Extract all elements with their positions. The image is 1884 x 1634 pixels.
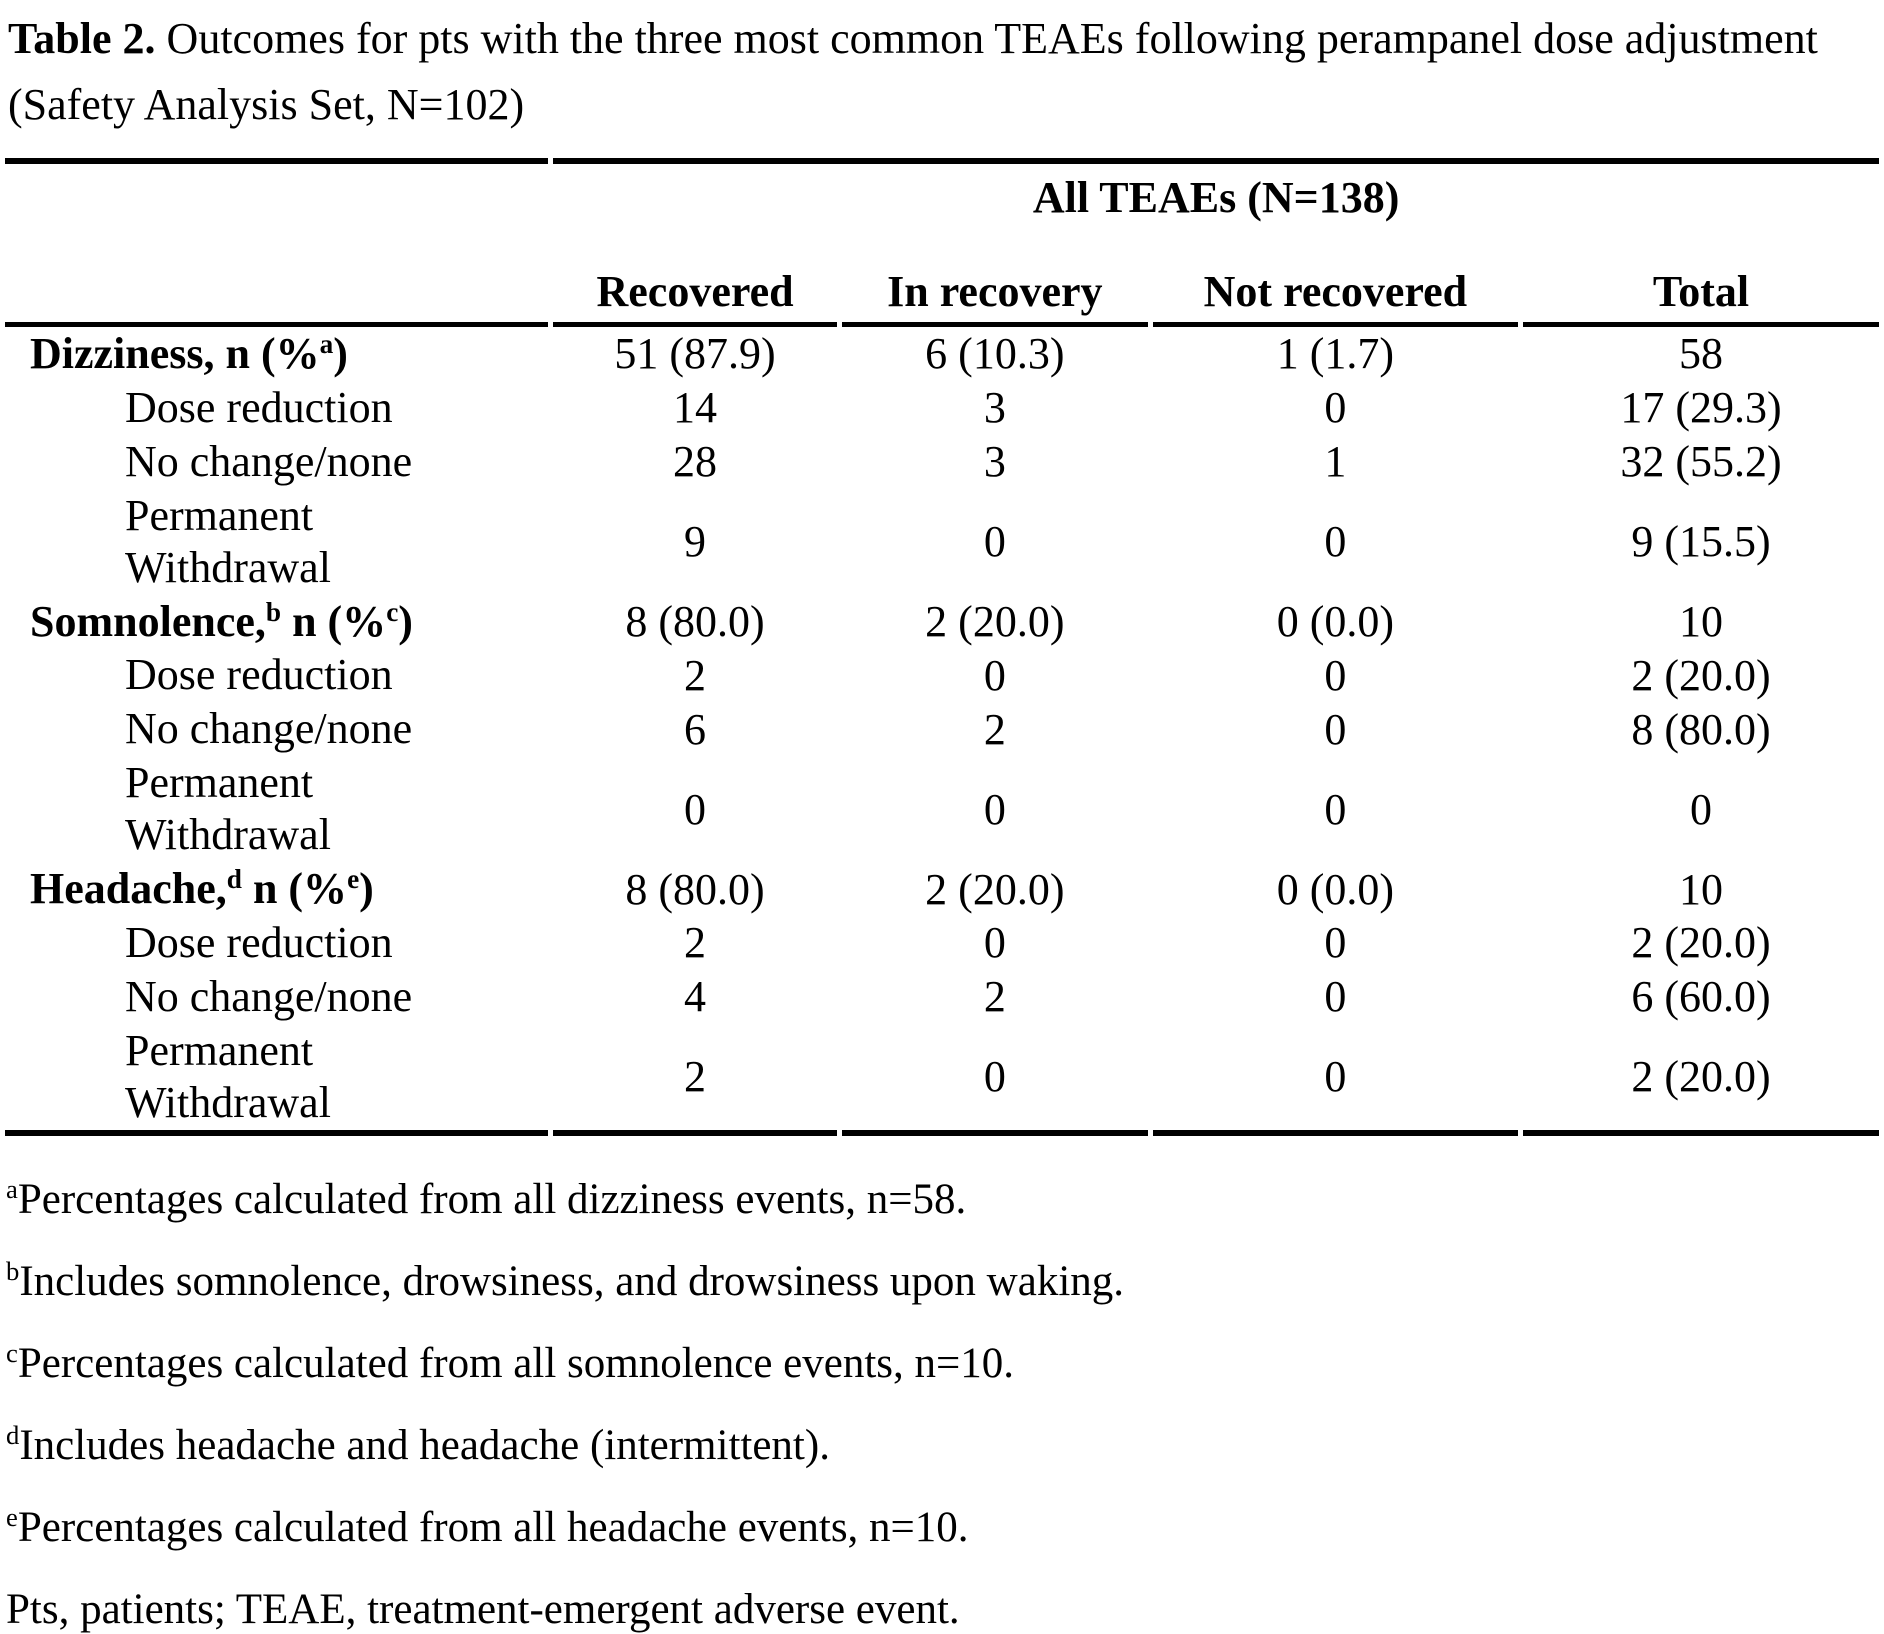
cell-value: 0: [1153, 1024, 1518, 1136]
span-header: All TEAEs (N=138): [553, 158, 1879, 265]
cell-value: 14: [673, 383, 718, 433]
cell-value: 2: [684, 650, 707, 700]
footnote-marker: d: [6, 1419, 20, 1450]
cell-value: 2: [553, 1024, 837, 1136]
table-row: [5, 381, 1879, 435]
row-label: Permanent Withdrawal: [125, 490, 331, 592]
table-row: [5, 327, 1879, 381]
cell-value: 0: [842, 1024, 1148, 1136]
table-row: [5, 595, 1879, 649]
cell-value: 0: [1324, 517, 1347, 567]
row-label: Headache,$^d$ n (%$^e$): [30, 864, 374, 914]
cell-value: 2 (20.0): [925, 864, 1065, 914]
table-row: [5, 648, 1879, 702]
column-header-total: Total: [1523, 265, 1879, 327]
row-label: Dose reduction: [125, 382, 393, 432]
table-row: [5, 970, 1879, 1024]
cell-value: 8 (80.0): [625, 864, 765, 914]
cell-value: 0: [983, 650, 1006, 700]
cell-value: 0: [983, 918, 1006, 968]
cell-value: 0: [1324, 704, 1347, 754]
cell-value: 1 (1.7): [1276, 329, 1395, 379]
table-caption: [8, 6, 1874, 138]
cell-value: 28: [673, 437, 718, 487]
cell-value: 10: [1679, 864, 1723, 914]
footnote-marker: b: [6, 1255, 20, 1286]
footnote: $^d$Includes headache and headache (intermittent).: [6, 1419, 830, 1469]
cell-value: 51 (87.9): [614, 329, 776, 379]
cell-value: 9 (15.5): [1631, 517, 1771, 567]
span-header-stub: [5, 158, 548, 265]
table-body: [5, 327, 1879, 1136]
cell-value: 0: [1324, 972, 1347, 1022]
table-row: [5, 702, 1879, 756]
cell-value: 2: [684, 918, 707, 968]
cell-value: 2 (20.0): [925, 596, 1065, 646]
document-page: [0, 6, 1884, 1634]
span-header-row: [5, 158, 1879, 265]
row-label: Permanent Withdrawal: [125, 758, 331, 860]
cell-value: 0 (0.0): [1276, 596, 1395, 646]
cell-value: 6 (10.3): [925, 329, 1065, 379]
cell-value: 1: [1324, 437, 1347, 487]
cell-value: 2 (20.0): [1523, 1024, 1879, 1136]
cell-value: 0: [1324, 918, 1347, 968]
table-row: [5, 435, 1879, 489]
row-label: Dizziness, n (%$^a$): [30, 329, 348, 378]
row-label: Permanent Withdrawal: [5, 1024, 548, 1136]
column-header-in-recovery: In recovery: [842, 265, 1148, 327]
column-header-stub: [5, 265, 548, 327]
column-header-row: [5, 265, 1879, 327]
cell-value: 0: [1324, 383, 1347, 433]
cell-value: 17 (29.3): [1620, 383, 1782, 433]
outcomes-table: [0, 158, 1884, 1136]
footnote-marker: e: [6, 1501, 18, 1532]
row-label: Somnolence,$^b$ n (%$^c$): [30, 596, 413, 646]
table-row: [5, 1024, 1879, 1136]
table-row: [5, 862, 1879, 916]
footnotes: [6, 1173, 1874, 1634]
cell-value: 0: [1324, 784, 1347, 834]
footnote: $^a$Percentages calculated from all dizziness events, n=58.: [6, 1173, 967, 1223]
cell-value: 2 (20.0): [1631, 918, 1771, 968]
footnote: $^c$Percentages calculated from all somnolence events, n=10.: [6, 1337, 1015, 1387]
table-caption-text: Outcomes for pts with the three most common TEAEs following perampanel dose adjustment (Safety Analysis Set, N=102): [8, 14, 1818, 129]
row-label: No change/none: [125, 971, 413, 1021]
row-label: Dose reduction: [125, 650, 393, 700]
cell-value: 6: [684, 704, 707, 754]
superscript-marker: a: [319, 329, 334, 359]
table-row: [5, 916, 1879, 970]
footnote-marker: c: [6, 1337, 18, 1368]
table-row: [5, 489, 1879, 595]
cell-value: 6 (60.0): [1631, 972, 1771, 1022]
row-label: Dose reduction: [125, 917, 393, 967]
cell-value: 0: [684, 784, 707, 834]
superscript-marker: e: [347, 864, 360, 895]
cell-value: 3: [983, 437, 1006, 487]
cell-value: 8 (80.0): [1631, 704, 1771, 754]
cell-value: 2: [983, 972, 1006, 1022]
cell-value: 3: [983, 383, 1006, 433]
cell-value: 0: [983, 517, 1006, 567]
column-header-not-recovered: Not recovered: [1153, 265, 1518, 327]
cell-value: 4: [684, 972, 707, 1022]
row-label: No change/none: [125, 704, 413, 754]
table-caption-label: Table 2.: [8, 14, 156, 63]
table-row: [5, 756, 1879, 862]
cell-value: 32 (55.2): [1620, 437, 1782, 487]
cell-value: 0 (0.0): [1276, 864, 1395, 914]
column-header-recovered: Recovered: [553, 265, 837, 327]
cell-value: 10: [1679, 596, 1723, 646]
footnote: Pts, patients; TEAE, treatment-emergent adverse event.: [6, 1585, 960, 1633]
cell-value: 9: [684, 517, 707, 567]
superscript-marker: c: [386, 596, 399, 627]
cell-value: 58: [1679, 329, 1723, 379]
row-label: No change/none: [125, 436, 413, 486]
cell-value: 0: [983, 784, 1006, 834]
cell-value: 2 (20.0): [1631, 650, 1771, 700]
cell-value: 0: [1324, 650, 1347, 700]
footnote: $^b$Includes somnolence, drowsiness, and drowsiness upon waking.: [6, 1255, 1125, 1305]
cell-value: 0: [1690, 784, 1712, 834]
superscript-marker: b: [265, 596, 282, 627]
cell-value: 2: [983, 704, 1006, 754]
footnote-marker: a: [6, 1173, 18, 1204]
footnote: $^e$Percentages calculated from all headache events, n=10.: [6, 1501, 969, 1551]
superscript-marker: d: [226, 864, 242, 895]
cell-value: 8 (80.0): [625, 596, 765, 646]
